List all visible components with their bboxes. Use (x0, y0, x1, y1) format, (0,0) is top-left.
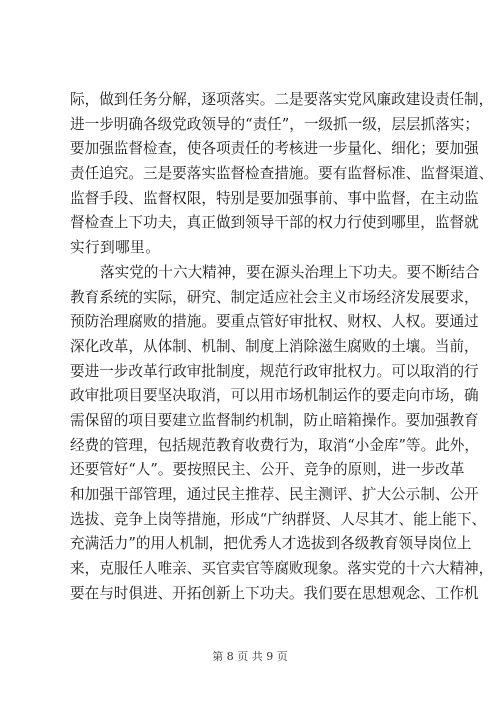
text-line: 深化改革，从体制、机制、制度上消除滋生腐败的土壤。当前， (70, 337, 479, 355)
text-line: 实行到哪里。 (70, 239, 161, 257)
page-footer (0, 648, 500, 664)
text-line: 要加强监督检查，使各项责任的考核进一步量化、细化；要加强 (70, 140, 479, 158)
text-line: 际，做到任务分解，逐项落实。二是要落实党风廉政建设责任制， (70, 91, 494, 108)
text-line: 经费的管理，包括规范教育收费行为，取消“小金库”等。此外， (70, 436, 479, 454)
text-line: 政审批项目要坚决取消，可以用市场机制运作的要走向市场，确 (70, 387, 479, 405)
text-line: 充满活力”的用人机制，把优秀人才选拔到各级教育领导岗位上 (70, 535, 472, 553)
text-line: 要进一步改革行政审批制度，规范行政审批权力。可以取消的行 (70, 362, 479, 380)
text-line: 督检查上下功夫，真正做到领导干部的权力行使到哪里，监督就 (70, 214, 479, 232)
page-number: 第 8 页 共 9 页 (212, 650, 288, 663)
text-line: 预防治理腐败的措施。要重点管好审批权、财权、人权。要通过 (70, 313, 479, 331)
text-line: 需保留的项目要建立监督制约机制，防止暗箱操作。要加强教育 (70, 411, 479, 429)
text-line: 教育系统的实际，研究、制定适应社会主义市场经济发展要求， (70, 288, 479, 306)
text-line: 责任追究。三是要落实监督检查措施。要有监督标准、监督渠道、 (70, 165, 494, 183)
paragraph-first-line: 落实党的十六大精神，要在源头治理上下功夫。要不断结合 (100, 263, 480, 281)
text-line: 要在与时俱进、开拓创新上下功夫。我们要在思想观念、工作机 (70, 584, 479, 602)
text-line: 监督手段、监督权限，特别是要加强事前、事中监督，在主动监 (70, 189, 479, 207)
text-line: 和加强干部管理，通过民主推荐、民主测评、扩大公示制、公开 (70, 486, 479, 503)
body-text (70, 88, 494, 606)
text-line: 选拔、竞争上岗等措施，形成“广纳群贤、人尽其才、能上能下、 (70, 510, 487, 528)
text-line: 还要管好“人”。要按照民主、公开、竞争的原则，进一步改革 (70, 461, 465, 479)
text-line: 进一步明确各级党政领导的“责任”，一级抓一级，层层抓落实； (70, 115, 479, 133)
text-line: 来，克服任人唯亲、买官卖官等腐败现象。落实党的十六大精神， (70, 560, 494, 578)
